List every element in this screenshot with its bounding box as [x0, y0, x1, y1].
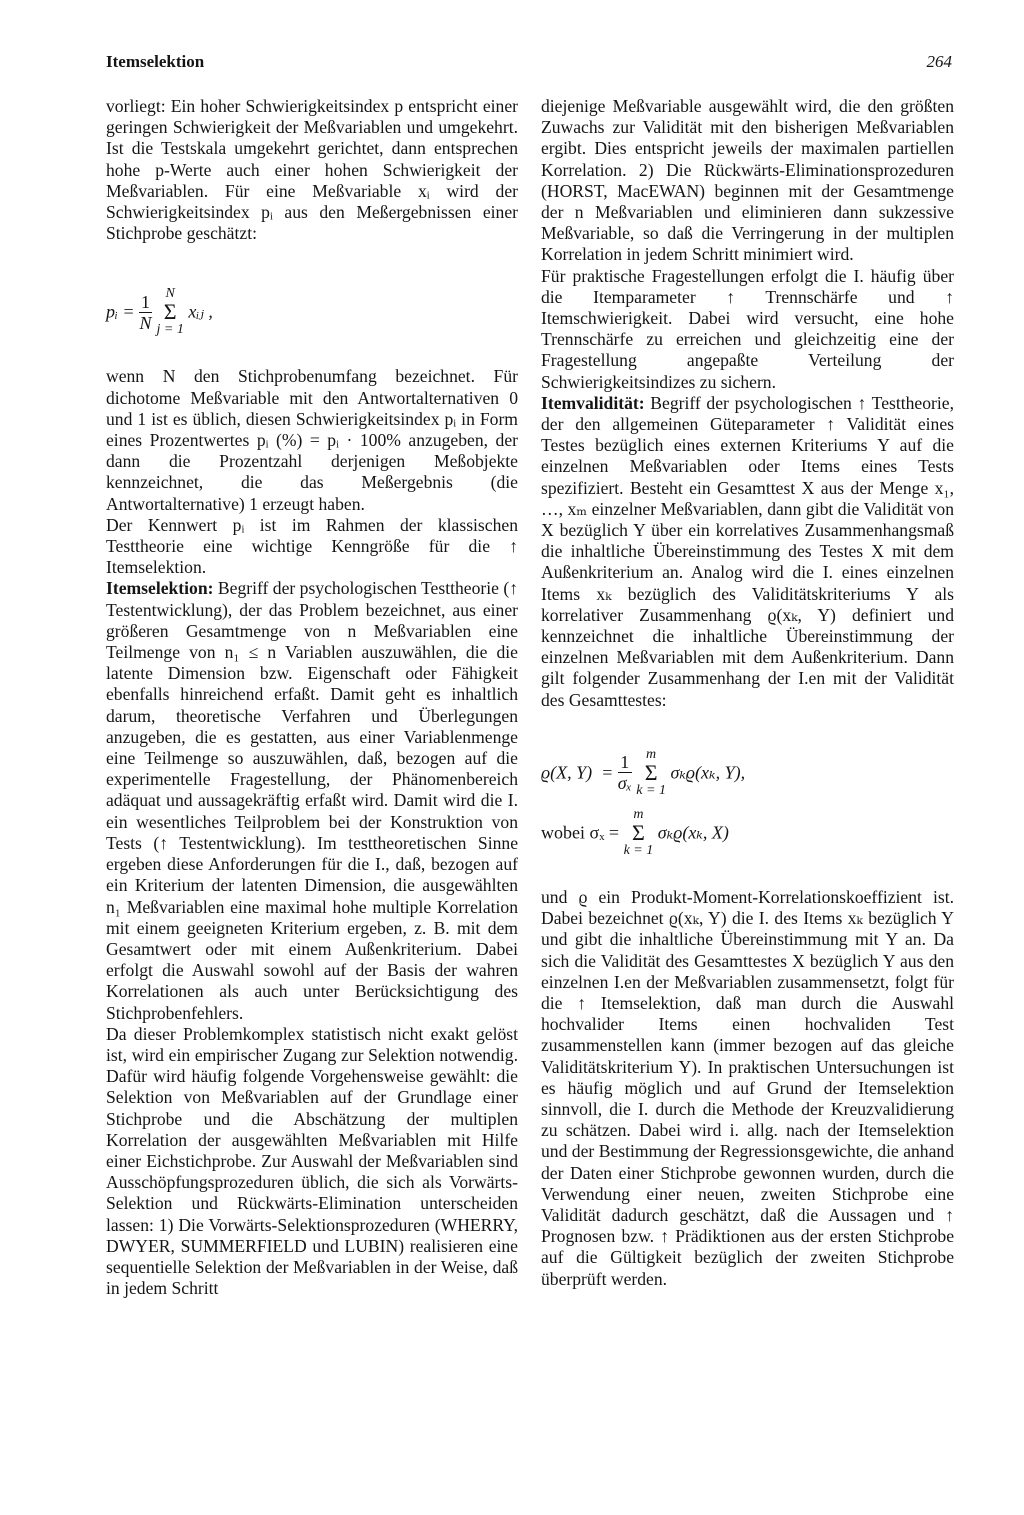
formula-lhs: wobei σₓ =: [541, 822, 620, 843]
sum-operator: [636, 747, 666, 799]
sum-operator: [624, 807, 654, 859]
sum-lower-limit: k = 1: [623, 842, 654, 858]
formula-term: σₖϱ(xₖ, Y),: [670, 762, 746, 783]
page-number: 264: [926, 52, 952, 71]
sigma-icon: Σ: [632, 819, 645, 845]
entry-text: Begriff der psychologischen ↑ Testtheorie, der den allgemeinen Güteparameter ↑ Validität eines Testes bezüglich eines externen Kriteriums Y auf die einzelnen Meßvariablen oder Items eines Tests spezifiziert. Besteht ein Gesamttest X aus der Menge x₁, …, xₘ einzelner Meßvariablen, dann gibt die Validität von X bezüglich Y über ein korrelatives Zusammenhangsmaß die inhaltliche Übereinstimmung des Testes X mit dem Außenkriterium an. Analog wird die I. eines einzelnen Items xₖ bezüglich des Validitätskriteriums Y als korrelativer Zusammenhang ϱ(xₖ, Y) definiert und kennzeichnet die inhaltliche Übereinstimmung der einzelnen Meßvariablen mit dem Außenkriterium. Dann gilt folgender Zusammenhang der I.en mit der Validität des Gesamttestes:: [541, 392, 954, 710]
sum-upper-limit: m: [646, 746, 657, 762]
formula-lhs: pᵢ =: [106, 301, 135, 322]
sum-operator: [157, 286, 184, 338]
sum-lower-limit: k = 1: [636, 782, 666, 798]
fraction-denominator: N: [139, 312, 152, 333]
page-header: [106, 52, 952, 82]
entry-term: Itemselektion:: [106, 578, 214, 599]
paragraph: wenn N den Stichprobenumfang bezeichnet. Für dichotome Meßvariable mit den Antwortalternativen 0 und 1 ist es üblich, diesen Schwierigkeitsindex pᵢ in Form eines Prozentwertes pᵢ (%) = pᵢ · 100% anzugeben, der dann die Prozentzahl derjenigen Meßobjekte kennzeichnet, die das Meßergebnis (die Antwortalternative) 1 erzeugt haben.: [106, 366, 518, 514]
formula-fraction: [139, 292, 152, 333]
paragraph: Für praktische Fragestellungen erfolgt die I. häufig über die Itemparameter ↑ Trennschärfe und ↑ Itemschwierigkeit. Dabei wird versucht, eine hohe Trennschärfe zu erreichen und gleichzeitig eine der Fragestellung angepaßte Verteilung der Schwierigkeitsindizes zu sichern.: [541, 265, 954, 392]
paragraph: Da dieser Problemkomplex statistisch nicht exakt gelöst ist, wird ein empirischer Zugang zur Selektion notwendig. Dafür wird häufig folgende Vorgehensweise gewählt: die Selektion von Meßvariablen auf der Grundlage einer Stichprobe und die Abschätzung der multiplen Korrelation der ausgewählten Meßvariablen mit Hilfe einer Eichstichprobe. Zur Auswahl der Meßvariablen sind Ausschöpfungsprozeduren üblich, die sich als Vorwärts-Selektion und Rückwärts-Elimination unterscheiden lassen: 1) Die Vorwärts-Selektionsprozeduren (WHERRY, DWYER, SUMMERFIELD und LUBIN) realisieren eine sequentielle Selektion der Meßvariablen in der Weise, daß in jedem Schritt: [106, 1023, 518, 1299]
paragraph: und ϱ ein Produkt-Moment-Korrelationskoeffizient ist. Dabei bezeichnet ϱ(xₖ, Y) die I. des Items xₖ bezüglich Y und gibt die inhaltliche Übereinstimmung mit Y an. Da sich die Validität des Gesamttestes X bezüglich Y aus den einzelnen I.en der Meßvariablen zusammensetzt, folgt für die ↑ Itemselektion, daß man durch die Auswahl hochvalider Items einen hochvaliden Test zusammenstellen kann (immer bezogen auf das gleiche Validitätskriterium Y). In praktischen Untersuchungen ist es häufig möglich und auf Grund der Itemselektion sinnvoll, die I. durch die Methode der Kreuzvalidierung zu schätzen. Dabei wird i. allg. nach der Itemselektion und der Bestimmung der Regressionsgewichte, die anhand der Daten einer Stichprobe gewonnen wurden, durch die Verwendung einer neuen, zweiten Stichprobe eine Validität dadurch geschätzt, daß die Aussagen und ↑ Prognosen bzw. ↑ Prädiktionen aus der ersten Stichprobe auf die Gültigkeit bezüglich der zweiten Stichprobe überprüft werden.: [541, 886, 954, 1289]
fraction-numerator: 1: [141, 291, 150, 312]
entry-itemvaliditaet: [541, 393, 954, 711]
entry-itemselektion: [106, 578, 518, 1023]
sum-upper-limit: N: [165, 286, 175, 302]
formula-term: σₖϱ(xₖ, X): [657, 822, 729, 843]
formula-validity: [541, 737, 954, 807]
sigma-icon: Σ: [163, 299, 177, 325]
formula-sigma-x: [541, 807, 954, 887]
fraction-denominator: σₓ: [617, 773, 632, 794]
formula-term: xᵢⱼ ,: [188, 301, 213, 322]
paragraph: Der Kennwert pᵢ ist im Rahmen der klassischen Testtheorie eine wichtige Kenngröße für die ↑ Itemselektion.: [106, 514, 518, 578]
formula-lhs: ϱ(X, Y) =: [541, 762, 614, 783]
running-head: Itemselektion: [106, 52, 205, 71]
left-column: [106, 96, 518, 1299]
formula-fraction: [618, 752, 632, 793]
paragraph: diejenige Meßvariable ausgewählt wird, die den größten Zuwachs zur Validität mit den bisherigen Meßvariablen ergibt. Dies entspricht jeweils der maximalen partiellen Korrelation. 2) Die Rückwärts-Eliminationsprozeduren (HORST, MacEWAN) beginnen mit der Gesamtmenge der n Meßvariablen und eliminieren dann sukzessive Meßvariable, so daß die Verringerung in der multiplen Korrelation in jedem Schritt minimiert wird.: [541, 96, 954, 265]
entry-term: Itemvalidität:: [541, 392, 645, 413]
sum-lower-limit: j = 1: [156, 322, 184, 338]
fraction-numerator: 1: [618, 752, 632, 773]
entry-text: Begriff der psychologischen Testtheorie (↑ Testentwicklung), der das Problem bezeichnet, aus einer größeren Gesamtmenge von n Meßvariablen eine Teilmenge von n₁ ≤ n Variablen auszuwählen, die die latente Dimension bzw. Eigenschaft oder Fähigkeit ebenfalls hinreichend erfaßt. Damit geht es inhaltlich darum, theoretische Verfahren und Überlegungen anzugeben, die es gestatten, aus einer Variablenmenge eine Teilmenge so auszuwählen, daß, bezogen auf die experimentelle Fragestellung, der Phänomenbereich adäquat und aussagekräftig erfaßt wird. Damit wird die I. ein wesentliches Teilproblem bei der Konstruktion von Tests (↑ Testentwicklung). Im testtheoretischen Sinne ergeben diese Anforderungen für die I., daß, bezogen auf ein Kriterium der latenten Dimension, die ausgewählten n₁ Meßvariablen eine maximal hohe multiple Korrelation mit einem geeigneten Kriterium ergeben, z. B. mit dem Gesamtwert oder mit einem Außenkriterium. Dabei erfolgt die Auswahl sowohl auf der Basis der wahren Korrelationen als auch unter Berücksichtigung des Stichprobenfehlers.: [106, 578, 518, 1023]
formula-difficulty-index: [106, 258, 518, 358]
sigma-icon: Σ: [644, 759, 658, 785]
right-column: [541, 96, 954, 1290]
sum-upper-limit: m: [633, 806, 644, 822]
paragraph: vorliegt: Ein hoher Schwierigkeitsindex p entspricht einer geringen Schwierigkeit der Meßvariablen und umgekehrt. Ist die Testskala umgekehrt gerichtet, dann entsprechen hohe p-Werte auch einer hohen Schwierigkeit der Meßvariablen. Für eine Meßvariable xᵢ wird der Schwierigkeitsindex pᵢ aus den Meßergebnissen einer Stichprobe geschätzt:: [106, 96, 518, 244]
